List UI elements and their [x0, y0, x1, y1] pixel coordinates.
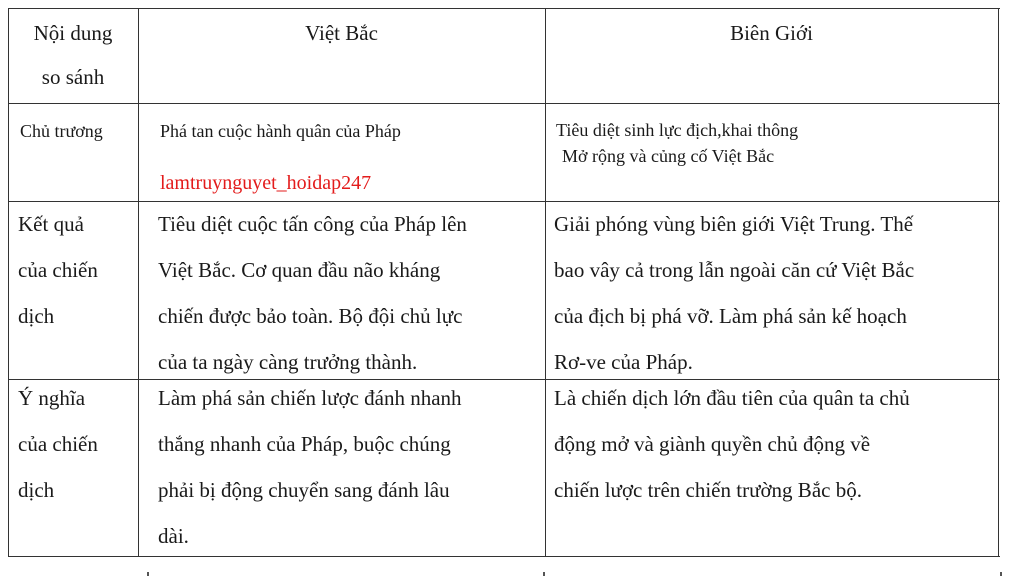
cell-line: dịch: [18, 478, 55, 502]
cell-line: Làm phá sản chiến lược đánh nhanh: [158, 386, 462, 410]
header-viet-bac: Việt Bắc: [305, 21, 378, 45]
cell-y-nghia-bien-gioi: [554, 375, 910, 513]
row-divider-1: [8, 103, 1000, 104]
cell-ket-qua-bien-gioi: [554, 201, 914, 385]
scan-mark: [1000, 572, 1002, 576]
cell-chu-truong-bien-gioi: [556, 117, 798, 169]
row-label-chu-truong: Chủ trương: [20, 121, 103, 141]
cell-line: phải bị động chuyển sang đánh lâu: [158, 478, 450, 502]
cell-line: dịch: [18, 304, 55, 328]
cell-line: chiến được bảo toàn. Bộ đội chủ lực: [158, 304, 463, 328]
scan-mark: [147, 572, 149, 576]
cell-line: Giải phóng vùng biên giới Việt Trung. Thế: [554, 212, 914, 236]
row-label-ket-qua: [18, 201, 98, 339]
cell-line: dài.: [158, 524, 189, 548]
watermark-text: lamtruynguyet_hoidap247: [160, 172, 372, 194]
cell-line: Tiêu diệt sinh lực địch,khai thông: [556, 120, 799, 140]
cell-chu-truong-viet-bac: Phá tan cuộc hành quân của Pháp: [160, 121, 401, 141]
header-criteria-line: so sánh: [41, 65, 105, 89]
header-bien-gioi: Biên Giới: [730, 21, 813, 45]
cell-line: Kết quả: [18, 212, 84, 236]
table-border-right: [998, 9, 999, 556]
comparison-table: [8, 8, 1000, 557]
header-criteria: [8, 11, 138, 99]
cell-line: động mở và giành quyền chủ động về: [554, 432, 871, 456]
cell-line: Là chiến dịch lớn đầu tiên của quân ta chủ: [554, 386, 910, 410]
cell-line: bao vây cả trong lẫn ngoài căn cứ Việt Bắc: [554, 258, 915, 282]
cell-line: của chiến: [18, 258, 98, 282]
cell-line: Rơ-ve của Pháp.: [554, 350, 693, 374]
scan-mark: [543, 572, 545, 576]
column-divider-1: [138, 9, 139, 556]
cell-ket-qua-viet-bac: [158, 201, 467, 385]
header-criteria-line: Nội dung: [33, 21, 113, 45]
cell-line: Ý nghĩa: [18, 386, 86, 410]
cell-line: chiến lược trên chiến trường Bắc bộ.: [554, 478, 862, 502]
column-divider-2: [545, 9, 546, 556]
cell-line: thắng nhanh của Pháp, buộc chúng: [158, 432, 451, 456]
cell-line: của chiến: [18, 432, 98, 456]
cell-line: của ta ngày càng trưởng thành.: [158, 350, 418, 374]
row-label-y-nghia: [18, 375, 98, 513]
cell-line: Mở rộng và củng cố Việt Bắc: [562, 146, 775, 166]
cell-line: của địch bị phá vỡ. Làm phá sản kế hoạch: [554, 304, 907, 328]
cell-line: Tiêu diệt cuộc tấn công của Pháp lên: [158, 212, 467, 236]
cell-y-nghia-viet-bac: [158, 375, 462, 559]
cell-line: Việt Bắc. Cơ quan đầu não kháng: [158, 258, 441, 282]
